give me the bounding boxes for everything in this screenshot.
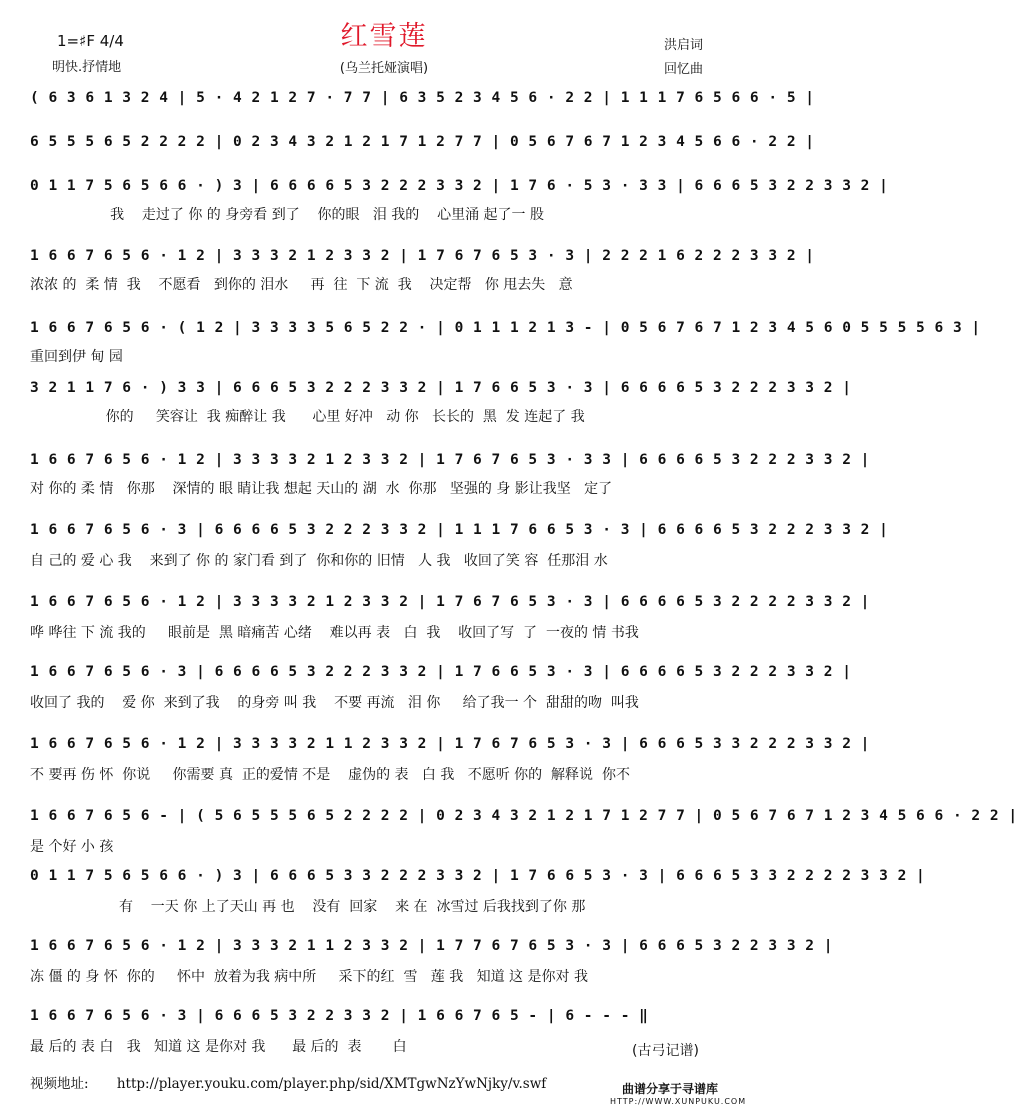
score-row: 0 1 1 7 5 6 5 6 6 · ) 3 | 6 6 6 6 5 3 2 2 2 3 3 2 | 1 7 6 · 5 3 · 3 3 | 6 6 6 5 3 2 2 3 3 2 | [30,178,889,194]
score-row: 0 1 1 7 5 6 5 6 6 · ) 3 | 6 6 6 5 3 3 2 2 2 3 3 2 | 1 7 6 6 5 3 · 3 | 6 6 6 5 3 3 2 2 2 2 3 3 2 | [30,868,926,884]
video-link[interactable]: http://player.youku.com/player.php/sid/XMTgwNzYwNjky/v.swf [116,1076,547,1092]
score-row: 1 6 6 7 6 5 6 · 3 | 6 6 6 5 3 2 2 3 3 2 | 1 6 6 7 6 5 - | 6 - - - ‖ [30,1008,649,1024]
lyric-row: 重回到伊 甸 园 [30,349,123,365]
score-row: 1 6 6 7 6 5 6 · 3 | 6 6 6 6 5 3 2 2 2 3 3 2 | 1 7 6 6 5 3 · 3 | 6 6 6 6 5 3 2 2 2 3 3 2 | [30,664,852,680]
transcriber-credit: (古弓记谱) [632,1043,699,1059]
lyric-row: 我 走过了 你 的 身旁看 到了 你的眼 泪 我的 心里涌 起了一 股 [30,207,545,223]
site-url[interactable]: HTTP://WWW.XUNPUKU.COM [610,1097,747,1106]
score-row: 1 6 6 7 6 5 6 · 1 2 | 3 3 3 3 2 1 2 3 3 2 | 1 7 6 7 6 5 3 · 3 3 | 6 6 6 6 5 3 2 2 2 3 3 2 | [30,452,870,468]
lyricist-credit: 洪启词 [664,38,704,53]
lyric-row: 最 后的 表 白 我 知道 这 是你对 我 最 后的 表 白 [30,1039,407,1055]
score-row: ( 6 3 6 1 3 2 4 | 5 · 4 2 1 2 7 · 7 7 | 6 3 5 2 3 4 5 6 · 2 2 | 1 1 1 7 6 5 6 6 · 5 | [30,90,815,106]
score-row: 1 6 6 7 6 5 6 · ( 1 2 | 3 3 3 3 5 6 5 2 2 · | 0 1 1 1 2 1 3 - | 0 5 6 7 6 7 1 2 3 4 5 6 0 5 5 5 5 6 3 | [30,320,981,336]
lyric-row: 自 己的 爱 心 我 来到了 你 的 家门看 到了 你和你的 旧情 人 我 收回了笑 容 任那泪 水 [30,553,608,569]
lyric-row: 不 要再 伤 怀 你说 你需要 真 正的爱情 不是 虚伪的 表 白 我 不愿听 你的 解释说 你不 [30,767,630,783]
video-address [30,1072,546,1092]
score-row: 1 6 6 7 6 5 6 · 3 | 6 6 6 6 5 3 2 2 2 3 3 2 | 1 1 1 7 6 6 5 3 · 3 | 6 6 6 6 5 3 2 2 2 3 3 2 | [30,522,889,538]
score-row: 1 6 6 7 6 5 6 · 1 2 | 3 3 3 3 2 1 2 3 3 2 | 1 7 6 7 6 5 3 · 3 | 6 6 6 6 5 3 2 2 2 2 3 3 2 | [30,594,870,610]
lyric-row: 有 一天 你 上了天山 再 也 没有 回家 来 在 冰雪过 后我找到了你 那 [30,899,586,915]
lyric-row: 收回了 我的 爱 你 来到了我 的身旁 叫 我 不要 再流 泪 你 给了我一 个 甜甜的吻 叫我 [30,695,639,711]
tempo-marking: 明快.抒情地 [52,60,122,75]
lyric-row: 是 个好 小 孩 [30,839,114,855]
lyric-row: 哗 哗往 下 流 我的 眼前是 黑 暗痛苦 心绪 难以再 表 白 我 收回了写 了 一夜的 情 书我 [30,625,639,641]
lyric-row: 冻 僵 的 身 怀 你的 怀中 放着为我 病中所 采下的红 雪 莲 我 知道 这 是你对 我 [30,969,588,985]
score-row: 6 5 5 5 6 5 2 2 2 2 | 0 2 3 4 3 2 1 2 1 7 1 2 7 7 | 0 5 6 7 6 7 1 2 3 4 5 6 6 · 2 2 | [30,134,815,150]
score-row: 1 6 6 7 6 5 6 · 1 2 | 3 3 3 2 1 2 3 3 2 | 1 7 6 7 6 5 3 · 3 | 2 2 2 1 6 2 2 2 3 3 2 | [30,248,815,264]
lyric-row: 对 你的 柔 情 你那 深情的 眼 睛让我 想起 天山的 湖 水 你那 坚强的 身 影让我坚 定了 [30,481,613,497]
score-row: 1 6 6 7 6 5 6 · 1 2 | 3 3 3 2 1 1 2 3 3 2 | 1 7 7 6 7 6 5 3 · 3 | 6 6 6 5 3 2 2 3 3 2 | [30,938,833,954]
song-title: 红雪莲 [340,21,428,52]
score-row: 1 6 6 7 6 5 6 · 1 2 | 3 3 3 3 2 1 1 2 3 3 2 | 1 7 6 7 6 5 3 · 3 | 6 6 6 5 3 3 2 2 2 3 3 2 | [30,736,870,752]
key-signature: 1=♯F 4/4 [57,32,124,50]
score-row: 3 2 1 1 7 6 · ) 3 3 | 6 6 6 5 3 2 2 2 3 3 2 | 1 7 6 6 5 3 · 3 | 6 6 6 6 5 3 2 2 2 3 3 2 | [30,380,852,396]
score-row: 1 6 6 7 6 5 6 - | ( 5 6 5 5 5 6 5 2 2 2 2 | 0 2 3 4 3 2 1 2 1 7 1 2 7 7 | 0 5 6 7 6 7 1 2 3 4 5 6 6 · 2 2 | [30,808,1018,824]
performer-note: (乌兰托娅演唱) [339,61,429,76]
site-name: 曲谱分享于寻谱库 [622,1082,719,1096]
lyric-row: 你的 笑容让 我 痴醉让 我 心里 好冲 动 你 长长的 黑 发 连起了 我 [30,409,585,425]
lyric-row: 浓浓 的 柔 情 我 不愿看 到你的 泪水 再 往 下 流 我 决定帮 你 甩去失 意 [30,277,573,293]
video-label: 视频地址: [30,1076,89,1092]
composer-credit: 回忆曲 [664,62,704,77]
